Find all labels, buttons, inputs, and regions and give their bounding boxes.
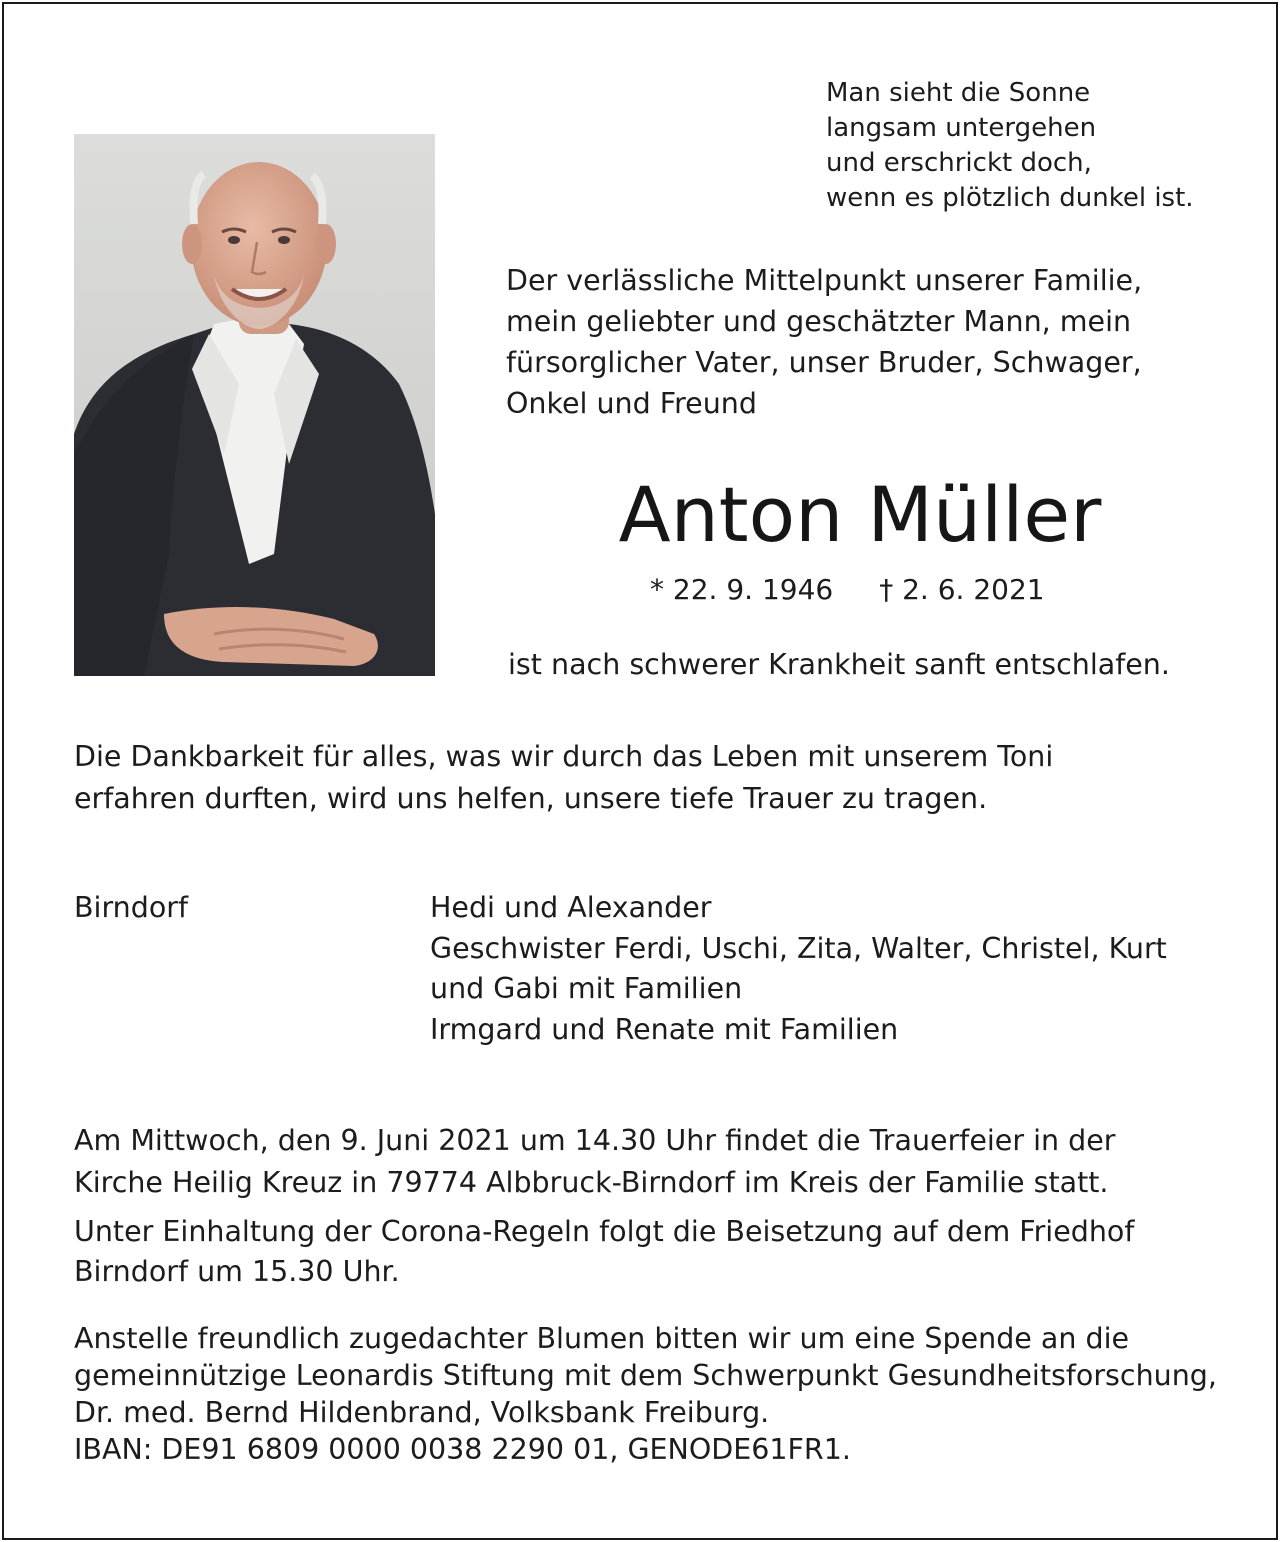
intro-text	[506, 260, 1142, 424]
gratitude-line: erfahren durften, wird uns helfen, unsere tiefe Trauer zu tragen.	[74, 782, 988, 815]
poem-line: langsam untergehen	[826, 113, 1097, 143]
burial-info	[74, 1212, 1134, 1292]
poem-line: und erschrickt doch,	[826, 148, 1092, 178]
portrait-photo	[74, 134, 435, 676]
donation-line: Anstelle freundlich zugedachter Blumen bitten wir um eine Spende an die	[74, 1322, 1130, 1355]
mourners-list	[430, 888, 1167, 1050]
service-info	[74, 1120, 1115, 1204]
mourner-line: Hedi und Alexander	[430, 891, 712, 924]
intro-line: fürsorglicher Vater, unser Bruder, Schwager,	[506, 346, 1142, 379]
deceased-name: Anton Müller	[618, 470, 1102, 559]
donation-line: Dr. med. Bernd Hildenbrand, Volksbank Freiburg.	[74, 1396, 770, 1429]
donation-iban: IBAN: DE91 6809 0000 0038 2290 01, GENODE61FR1.	[74, 1433, 851, 1466]
passed-statement: ist nach schwerer Krankheit sanft entschlafen.	[508, 648, 1170, 681]
mourner-line: und Gabi mit Familien	[430, 972, 743, 1005]
donation-line: gemeinnützige Leonardis Stiftung mit dem Schwerpunkt Gesundheitsforschung,	[74, 1359, 1217, 1392]
death-date: † 2. 6. 2021	[879, 573, 1045, 606]
intro-line: Der verlässliche Mittelpunkt unserer Familie,	[506, 264, 1143, 297]
burial-line: Birndorf um 15.30 Uhr.	[74, 1255, 400, 1288]
service-line: Am Mittwoch, den 9. Juni 2021 um 14.30 Uhr findet die Trauerfeier in der	[74, 1124, 1116, 1157]
intro-line: Onkel und Freund	[506, 387, 757, 420]
birth-date: * 22. 9. 1946	[650, 573, 834, 606]
life-dates	[650, 570, 1045, 610]
intro-line: mein geliebter und geschätzter Mann, mein	[506, 305, 1132, 338]
donation-info	[74, 1320, 1217, 1468]
poem-line: wenn es plötzlich dunkel ist.	[826, 183, 1194, 213]
poem-line: Man sieht die Sonne	[826, 78, 1091, 108]
poem-quote	[826, 76, 1194, 216]
mourner-line: Geschwister Ferdi, Uschi, Zita, Walter, Christel, Kurt	[430, 931, 1167, 965]
place-name: Birndorf	[74, 891, 189, 924]
burial-line: Unter Einhaltung der Corona-Regeln folgt die Beisetzung auf dem Friedhof	[74, 1215, 1135, 1248]
portrait-illustration	[74, 134, 435, 676]
gratitude-text	[74, 736, 1053, 820]
service-line: Kirche Heilig Kreuz in 79774 Albbruck-Birndorf im Kreis der Familie statt.	[74, 1166, 1109, 1199]
mourner-line: Irmgard und Renate mit Familien	[430, 1012, 899, 1046]
gratitude-line: Die Dankbarkeit für alles, was wir durch das Leben mit unserem Toni	[74, 740, 1054, 773]
